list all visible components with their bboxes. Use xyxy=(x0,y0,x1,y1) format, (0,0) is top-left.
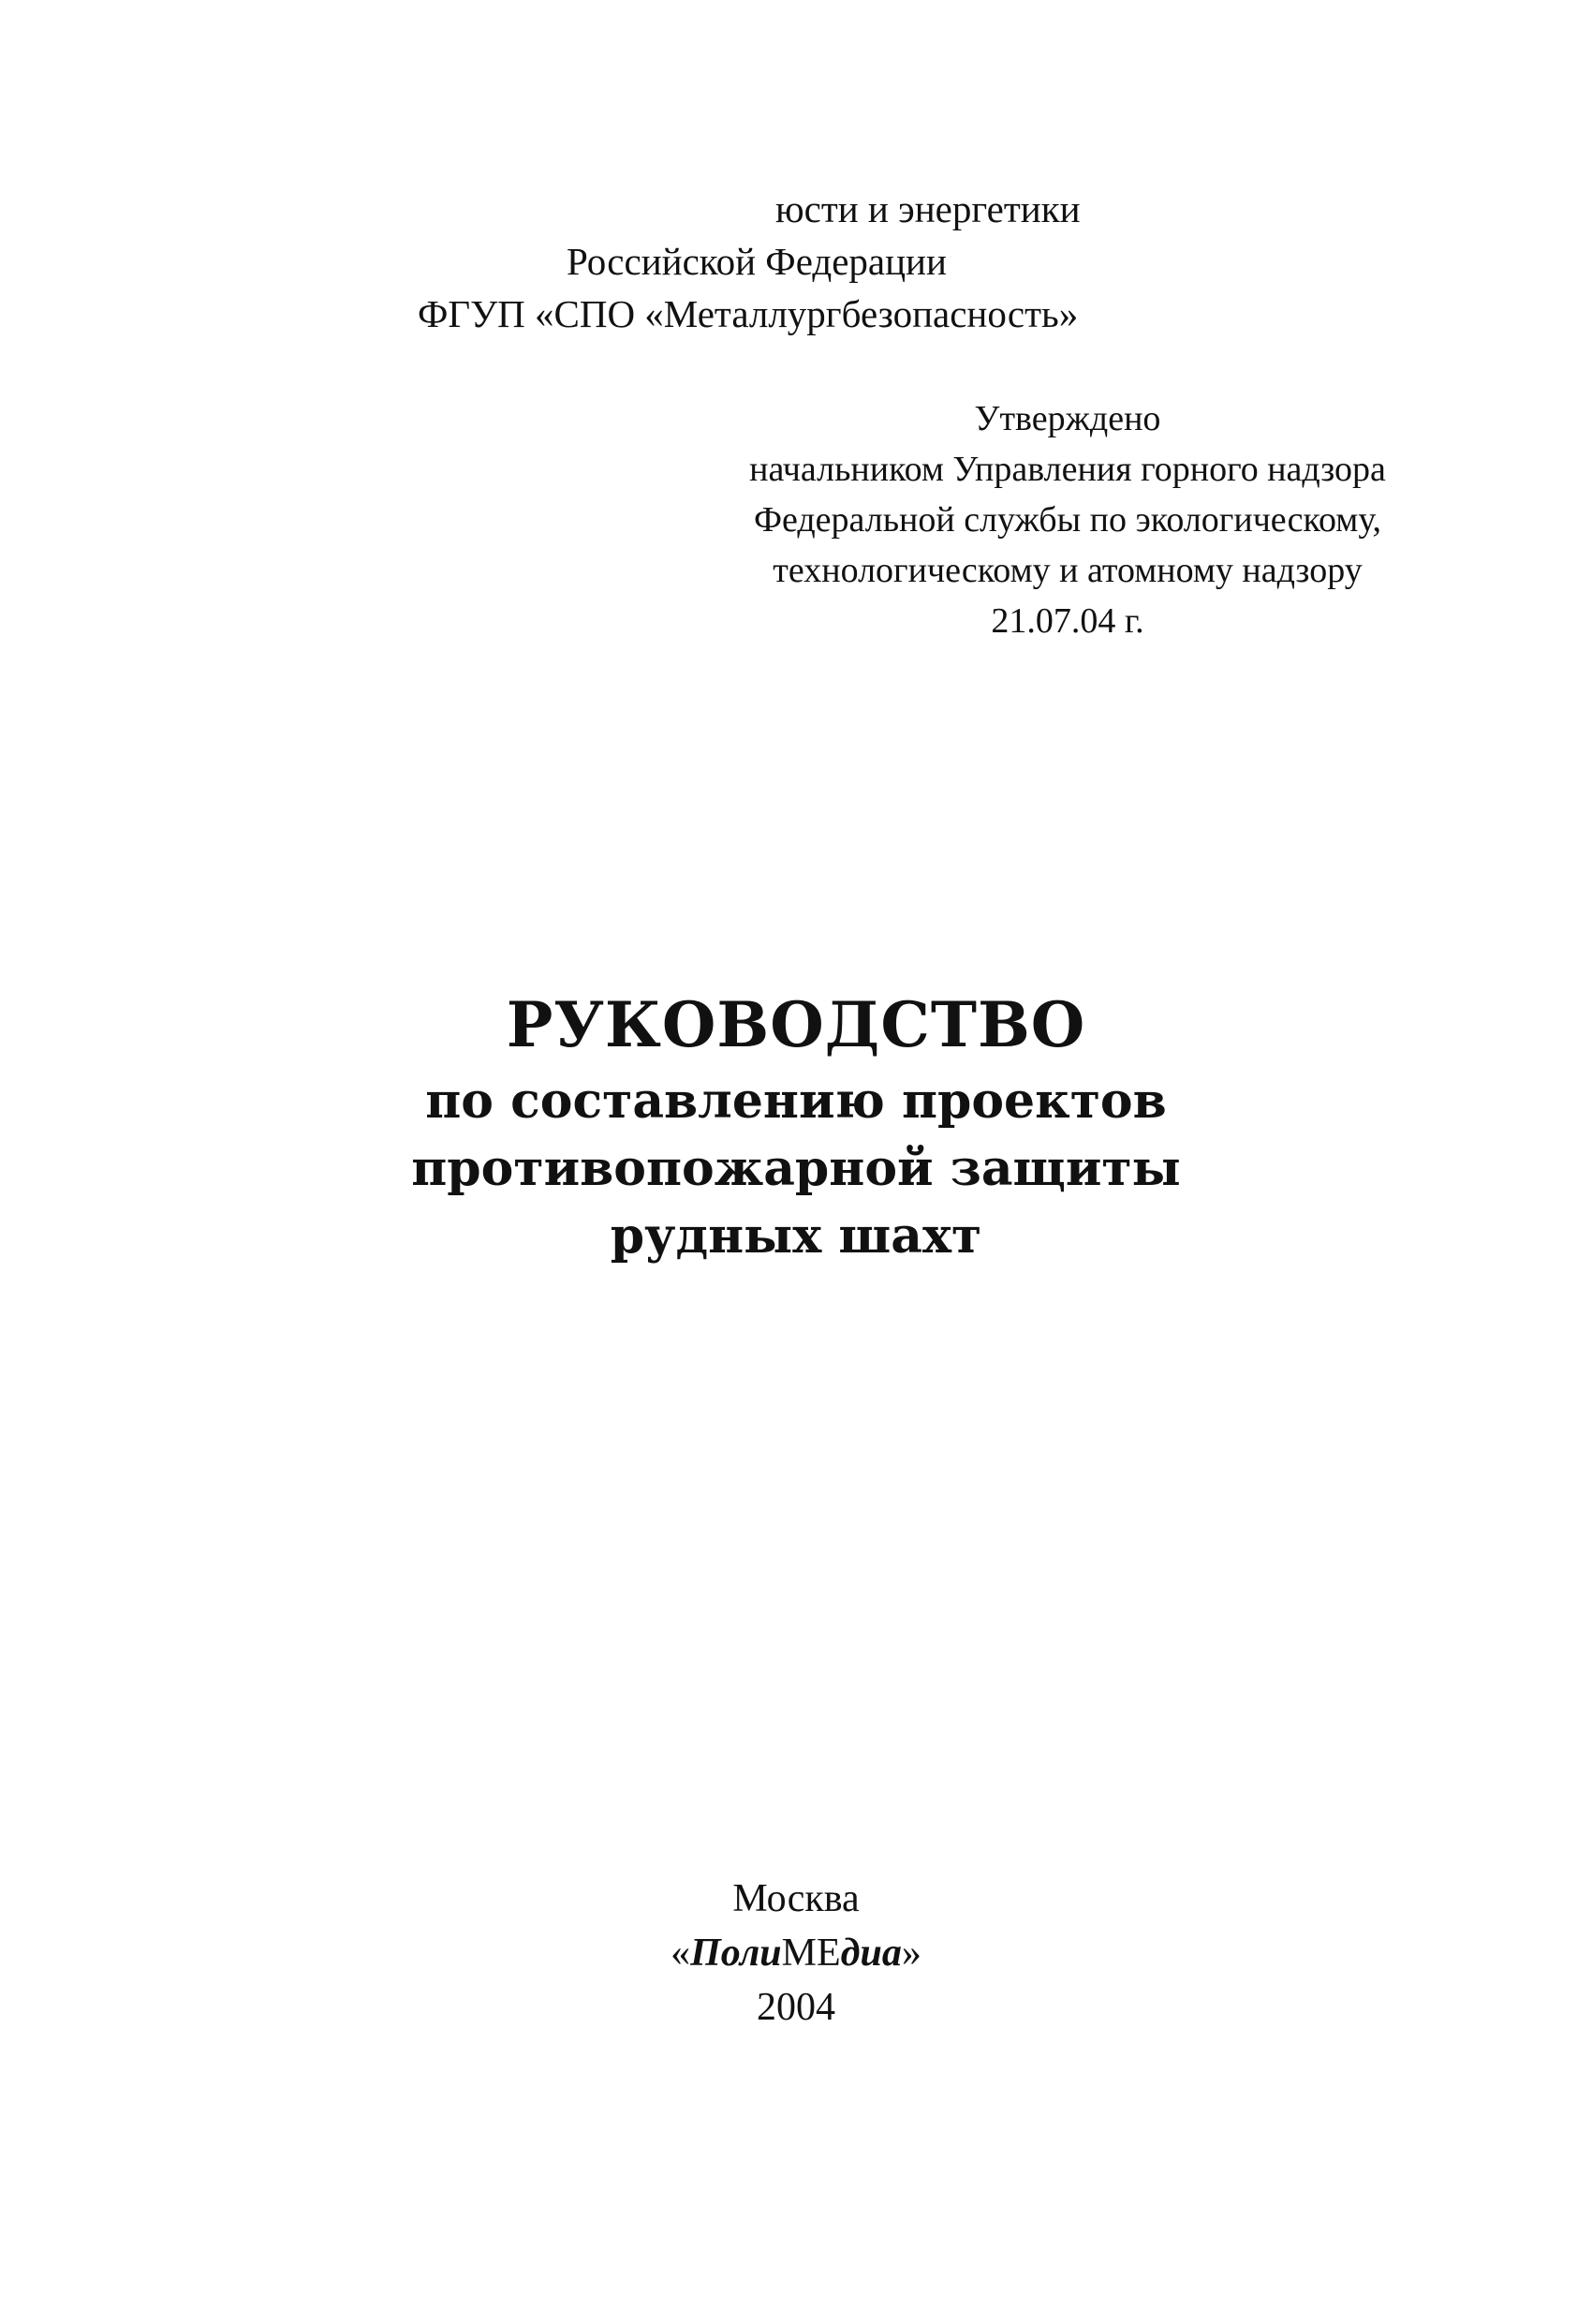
title-line-2: противопожарной защиты xyxy=(411,1140,1181,1197)
approval-date: 21.07.04 г. xyxy=(991,601,1144,641)
publisher-plain-part: МЕ xyxy=(781,1932,841,1975)
publisher-close-quote: » xyxy=(901,1932,921,1975)
publisher-script-part-a: Поли xyxy=(690,1932,782,1975)
country-line: Российской Федерации xyxy=(567,240,947,283)
approval-line-1: начальником Управления горного надзора xyxy=(749,450,1386,489)
imprint-publisher xyxy=(0,1926,1592,1980)
imprint-city: Москва xyxy=(732,1877,860,1920)
title-main: РУКОВОДСТВО xyxy=(506,988,1086,1061)
title-line-1: по составлению проектов xyxy=(425,1073,1167,1130)
approval-line-3: технологическому и атомному надзору xyxy=(773,551,1363,590)
imprint-year: 2004 xyxy=(757,1986,835,2029)
title-line-3: рудных шахт xyxy=(610,1207,982,1265)
document-title xyxy=(0,982,1592,1270)
enterprise-line: ФГУП «СПО «Металлургбезопасность» xyxy=(418,292,1079,335)
ministry-line: юсти и энергетики xyxy=(775,187,1081,230)
publisher-open-quote: « xyxy=(671,1932,691,1975)
approval-label: Утверждено xyxy=(974,399,1161,438)
imprint-block xyxy=(0,1872,1592,2035)
approval-line-2: Федеральной службы по экологическому, xyxy=(753,500,1382,540)
approval-block xyxy=(656,393,1480,646)
publisher-script-part-b: диа xyxy=(840,1932,902,1975)
